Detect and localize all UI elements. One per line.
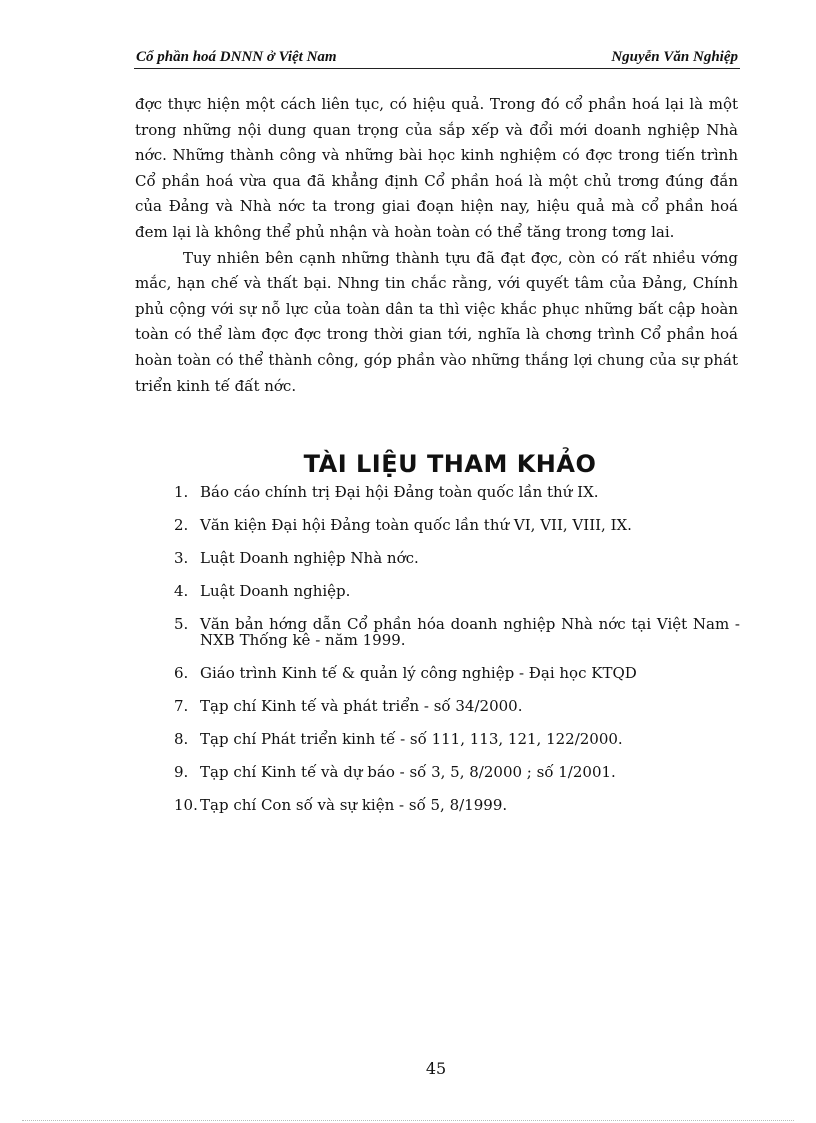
paragraph: đợc thực hiện một cách liên tục, có hiệu quả. Trong đó cổ phần hoá lại là một trong những nội dung quan trọng của sắp xếp và đổi mới doanh nghiệp Nhà nớc. Những thành công và những bài học kinh nghiệm có đợc trong tiến trình Cổ phần hoá vừa qua đã khẳng định Cổ phần hoá là một chủ trơng đúng đắn của Đảng và Nhà nớc ta trong giai đoạn hiện nay, hiệu quả mà cổ phần hoá đem lại là không thể phủ nhận và hoàn toàn có thể tăng trong tơng lai. [135, 95, 738, 241]
reference-number: 8. [174, 730, 189, 748]
references-list [174, 484, 740, 830]
reference-item [174, 484, 740, 500]
reference-number: 7. [174, 697, 189, 715]
reference-item [174, 550, 740, 566]
reference-item [174, 616, 740, 648]
reference-item [174, 764, 740, 780]
reference-item [174, 731, 740, 747]
reference-text: Văn bản hớng dẫn Cổ phần hóa doanh nghiệp Nhà nớc tại Việt Nam - NXB Thống kê - năm 1999. [200, 615, 740, 649]
reference-item [174, 665, 740, 681]
references-title: TÀI LIỆU THAM KHẢO [303, 450, 597, 478]
reference-text: Luật Doanh nghiệp. [200, 582, 351, 600]
reference-text: Giáo trình Kinh tế & quản lý công nghiệp - Đại học KTQD [200, 664, 637, 682]
reference-text: Tạp chí Con số và sự kiện - số 5, 8/1999. [200, 796, 508, 814]
reference-number: 10. [174, 796, 198, 814]
reference-item [174, 797, 740, 813]
running-header [134, 46, 740, 69]
reference-item [174, 698, 740, 714]
reference-text: Văn kiện Đại hội Đảng toàn quốc lần thứ VI, VII, VIII, IX. [200, 516, 632, 534]
reference-number: 4. [174, 582, 189, 600]
header-author: Nguyễn Văn Nghiệp [611, 49, 738, 65]
reference-number: 1. [174, 483, 189, 501]
reference-number: 5. [174, 615, 189, 633]
reference-text: Tạp chí Kinh tế và dự báo - số 3, 5, 8/2000 ; số 1/2001. [200, 763, 616, 781]
reference-number: 6. [174, 664, 189, 682]
paragraph: Tuy nhiên bên cạnh những thành tựu đã đạt đợc, còn có rất nhiều vớng mắc, hạn chế và thất bại. Nhng tin chắc rằng, với quyết tâm của Đảng, Chính phủ cộng với sự nỗ lực của toàn dân ta thì việc khắc phục những bất cập hoàn toàn có thể làm đợc đợc trong thời gian tới, nghĩa là chơng trình Cổ phần hoá hoàn toàn có thể thành công, góp phần vào những thắng lợi chung của sự phát triển kinh tế đất nớc. [135, 248, 738, 395]
reference-item [174, 517, 740, 533]
bottom-divider [22, 1120, 794, 1121]
header-title: Cổ phần hoá DNNN ở Việt Nam [136, 49, 337, 65]
reference-number: 3. [174, 549, 189, 567]
reference-number: 2. [174, 516, 189, 534]
page-number: 45 [425, 1059, 447, 1078]
reference-text: Tạp chí Phát triển kinh tế - số 111, 113, 121, 122/2000. [200, 730, 623, 748]
reference-text: Báo cáo chính trị Đại hội Đảng toàn quốc lần thứ IX. [200, 483, 599, 501]
reference-text: Luật Doanh nghiệp Nhà nớc. [200, 549, 419, 567]
reference-number: 9. [174, 763, 189, 781]
body-text [135, 92, 738, 399]
reference-item [174, 583, 740, 599]
reference-text: Tạp chí Kinh tế và phát triển - số 34/2000. [200, 697, 523, 715]
